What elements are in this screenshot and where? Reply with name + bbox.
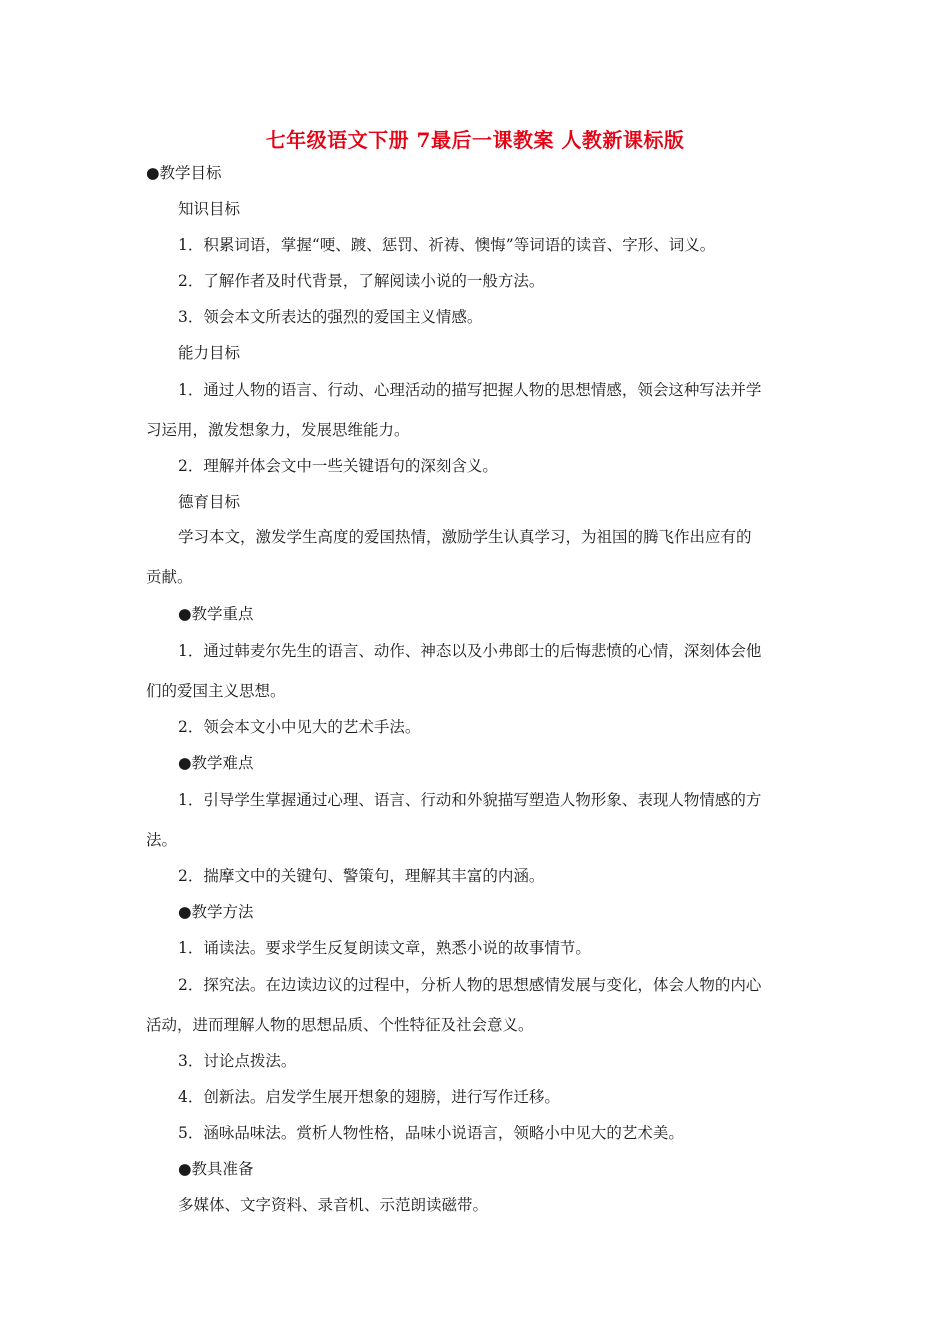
section-heading-difficulty: ●教学难点 [178,754,254,772]
method-item: 4．创新法。启发学生展开想象的翅膀，进行写作迁移。 [178,1088,560,1106]
method-item: 3．讨论点拨法。 [178,1052,297,1070]
ability-item-continuation: 习运用，激发想象力，发展思维能力。 [146,421,410,439]
ability-item: 2．理解并体会文中一些关键语句的深刻含义。 [178,457,498,475]
method-item: 5．涵咏品味法。赏析人物性格，品味小说语言，领略小中见大的艺术美。 [178,1124,684,1142]
knowledge-item: 1．积累词语，掌握“哽、踱、惩罚、祈祷、懊悔”等词语的读音、字形、词义。 [178,236,716,254]
section-heading-tools: ●教具准备 [178,1160,254,1178]
subheading-ability: 能力目标 [178,344,241,362]
focus-item-continuation: 们的爱国主义思想。 [146,682,286,700]
method-item-continuation: 活动，进而理解人物的思想品质、个性特征及社会意义。 [146,1016,534,1034]
focus-item: 2．领会本文小中见大的艺术手法。 [178,718,421,736]
difficulty-item: 1．引导学生掌握通过心理、语言、行动和外貌描写塑造人物形象、表现人物情感的方 [178,791,762,809]
difficulty-item-continuation: 法。 [146,831,178,849]
moral-text: 学习本文，激发学生高度的爱国热情，激励学生认真学习，为祖国的腾飞作出应有的 [178,528,752,546]
section-heading-goals: ●教学目标 [146,164,222,182]
section-heading-focus: ●教学重点 [178,605,254,623]
knowledge-item: 3．领会本文所表达的强烈的爱国主义情感。 [178,308,483,326]
focus-item: 1．通过韩麦尔先生的语言、动作、神态以及小弗郎士的后悔悲愤的心情，深刻体会他 [178,642,762,660]
method-item: 2．探究法。在边读边议的过程中，分析人物的思想感情发展与变化，体会人物的内心 [178,976,762,994]
ability-item: 1．通过人物的语言、行动、心理活动的描写把握人物的思想情感，领会这种写法并学 [178,381,762,399]
subheading-moral: 德育目标 [178,493,241,511]
subheading-knowledge: 知识目标 [178,200,241,218]
tools-text: 多媒体、文字资料、录音机、示范朗读磁带。 [178,1196,489,1214]
section-heading-method: ●教学方法 [178,903,254,921]
document-title: 七年级语文下册 7最后一课教案 人教新课标版 [265,128,685,152]
difficulty-item: 2．揣摩文中的关键句、警策句，理解其丰富的内涵。 [178,867,545,885]
knowledge-item: 2．了解作者及时代背景，了解阅读小说的一般方法。 [178,272,545,290]
moral-text-continuation: 贡献。 [146,568,193,586]
method-item: 1．诵读法。要求学生反复朗读文章，熟悉小说的故事情节。 [178,939,591,957]
